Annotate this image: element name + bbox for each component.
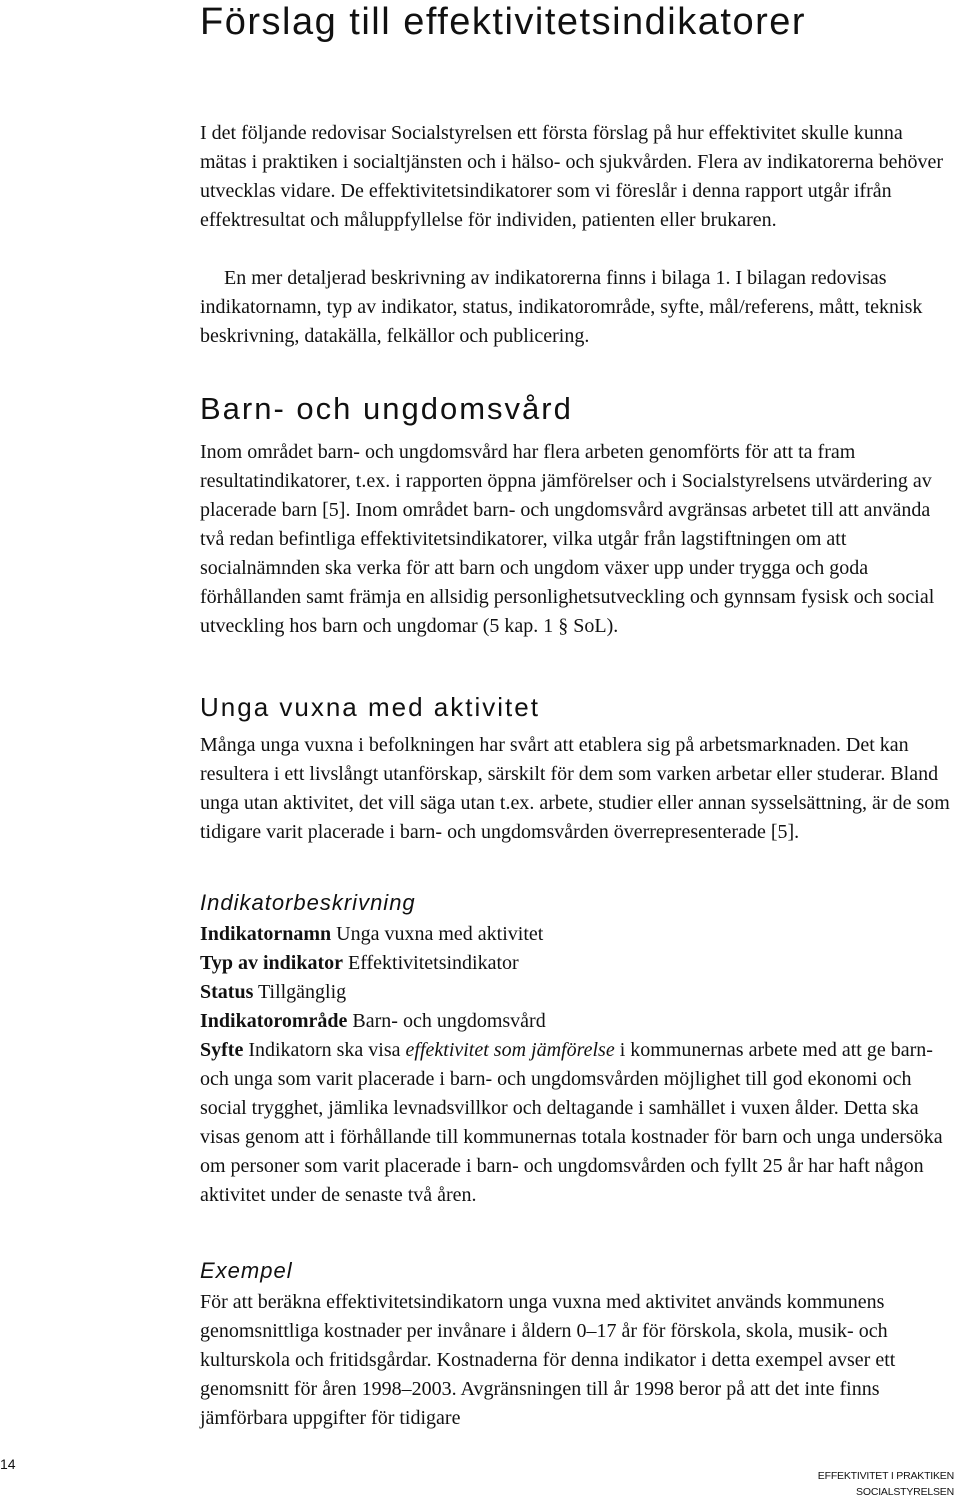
example-body: För att beräkna effektivitetsindikatorn unga vuxna med aktivitet används kommunens genomsnittliga kostnader per invånare i åldern 0–17 år för förskola, skola, musik- och kulturskola och fritidsgårdar. Kostnaderna för denna indikator i detta exempel avser ett genomsnitt för åren 1998–2003. Avgränsningen till år 1998 beror på att det inte finns jämförbara uppgifter för tidigare xyxy=(200,1291,896,1429)
page-title: Förslag till effektivitetsindikatorer xyxy=(200,1,807,43)
indicator-type-label: Typ av indikator xyxy=(200,952,343,974)
running-footer xyxy=(818,1468,954,1500)
section-body-barn-och-ungdomsvard: Inom området barn- och ungdomsvård har flera arbeten genomförts för att ta fram resultatindikatorer, t.ex. i rapporten öppna jämförelser och i Socialstyrelsens utvärdering av placerade barn [5]. Inom området barn- och ungdomsvård avgränsas arbetet till att använda två redan befintliga effektivitetsindikatorer, vilka utgår från lagstiftningen om att socialnämnden ska verka för att barn och ungdom växer upp under trygga och goda förhållanden samt främja en allsidig personlighetsutveckling och gynnsam fysisk och social utveckling hos barn och ungdomar (5 kap. 1 § SoL). xyxy=(200,441,935,637)
intro-rest-sentence: I bilagan redovisas indikatornamn, typ av indikator, status, indikatorområde, syfte, mål/referens, mått, teknisk beskrivning, datakälla, felkällor och publicering. xyxy=(200,267,923,347)
intro-paragraph-2 xyxy=(200,264,950,351)
footer-publisher: SOCIALSTYRELSEN xyxy=(856,1486,954,1498)
indicator-description xyxy=(200,920,950,1210)
indicator-heading: Indikatorbeskrivning xyxy=(200,890,416,915)
section-heading-barn-och-ungdomsvard: Barn- och ungdomsvård xyxy=(200,391,573,426)
indicator-status-row xyxy=(200,978,950,1007)
section-heading-unga-vuxna: Unga vuxna med aktivitet xyxy=(200,692,540,722)
indicator-purpose-emphasis: effektivitet som jämförelse xyxy=(405,1039,615,1061)
indicator-type-row xyxy=(200,949,950,978)
indicator-purpose-row: Syfte Indikatorn ska visa effektivitet som jämförelse i kommunernas arbete med att ge barn- och unga som varit placerade i barn- och ungdomsvården möjlighet till god ekonomi och social trygghet, jämlika levnadsvillkor och deltagande i samhället i vuxen ålder. Detta ska visas genom att i förhållande till kommunernas totala kostnader för barn och unga undersöka om personer som varit placerade i barn- och ungdomsvården och fyllt 25 år har haft någon aktivitet under de senaste två åren. xyxy=(200,1039,943,1206)
indicator-status-label: Status xyxy=(200,981,254,1003)
indicator-purpose-label: Syfte xyxy=(200,1039,244,1061)
footer-publication-title: EFFEKTIVITET I PRAKTIKEN xyxy=(817,1470,954,1482)
section-body-unga-vuxna: Många unga vuxna i befolkningen har svårt att etablera sig på arbetsmarknaden. Det kan resultera i ett livslångt utanförskap, särskilt för dem som varken arbetar eller studerar. Bland unga utan aktivitet, det vill säga utan t.ex. arbete, studier eller annan sysselsättning, är de som tidigare varit placerade i barn- och ungdomsvården överrepresenterade [5]. xyxy=(200,734,950,843)
indicator-area-row xyxy=(200,1007,950,1036)
page-number: 14 xyxy=(0,1456,16,1472)
indicator-name-value: Unga vuxna med aktivitet xyxy=(331,923,544,945)
indicator-area-label: Indikatorområde xyxy=(200,1010,348,1032)
example-heading: Exempel xyxy=(200,1258,293,1283)
indicator-status-value: Tillgänglig xyxy=(253,981,347,1003)
indicator-area-value: Barn- och ungdomsvård xyxy=(347,1010,546,1032)
indicator-type-value: Effektivitetsindikator xyxy=(343,952,519,974)
intro-paragraph: I det följande redovisar Socialstyrelsen ett första förslag på hur effektivitet skulle kunna mätas i praktiken i socialtjänsten och i hälso- och sjukvården. Flera av indikatorerna behöver utvecklas vidare. De effektivitetsindikatorer som vi föreslår i denna rapport utgår ifrån effektresultat och måluppfyllelse för individen, patienten eller brukaren. xyxy=(200,122,944,231)
indicator-name-label: Indikatornamn xyxy=(200,923,332,945)
indicator-name-row xyxy=(200,920,950,949)
intro-lead-sentence: En mer detaljerad beskrivning av indikatorerna finns i bilaga 1. xyxy=(224,267,731,289)
